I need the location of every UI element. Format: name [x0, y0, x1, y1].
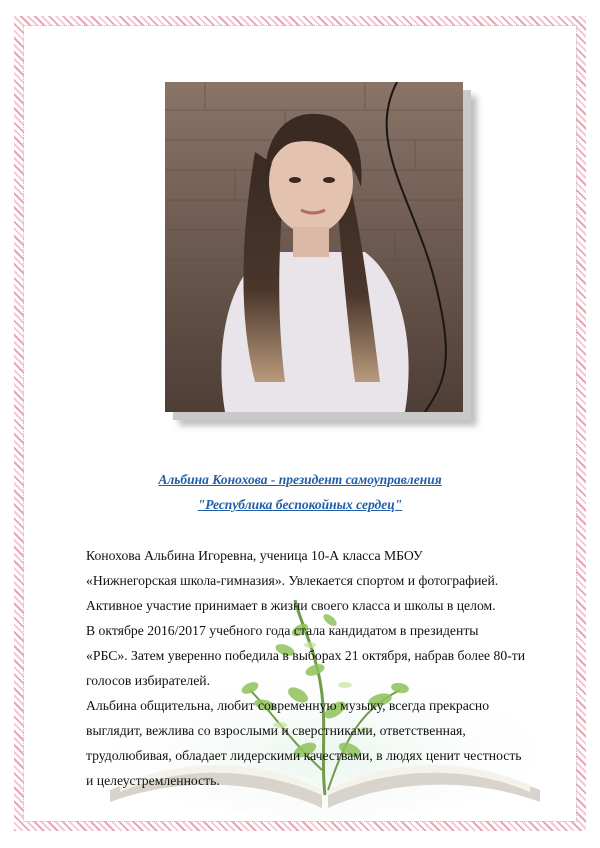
text-line: трудолюбивая, обладает лидерскими качествами, в людях ценит честность: [86, 748, 522, 763]
caption-title[interactable]: Альбина Конохова - президент самоуправления: [158, 472, 442, 487]
portrait-photo: [165, 82, 463, 412]
caption-subtitle[interactable]: "Республика беспокойных сердец": [197, 497, 403, 512]
biography-text: [86, 543, 556, 793]
text-line: «Нижнегорская школа-гимназия». Увлекается спортом и фотографией.: [86, 573, 499, 588]
text-line: выглядит, вежлива со взрослыми и сверстниками, ответственная,: [86, 723, 466, 738]
text-line: Конохова Альбина Игоревна, ученица 10-А класса МБОУ: [86, 548, 423, 563]
text-line: голосов избирателей.: [86, 673, 211, 688]
text-line: «РБС». Затем уверенно победила в выборах 21 октября, набрав более 80-ти: [86, 648, 526, 663]
text-line: и целеустремленность.: [86, 773, 220, 788]
text-line: В октябре 2016/2017 учебного года стала кандидатом в президенты: [86, 623, 479, 638]
text-line: Альбина общительна, любит современную музыку, всегда прекрасно: [86, 698, 490, 713]
text-line: Активное участие принимает в жизни своего класса и школы в целом.: [86, 598, 496, 613]
